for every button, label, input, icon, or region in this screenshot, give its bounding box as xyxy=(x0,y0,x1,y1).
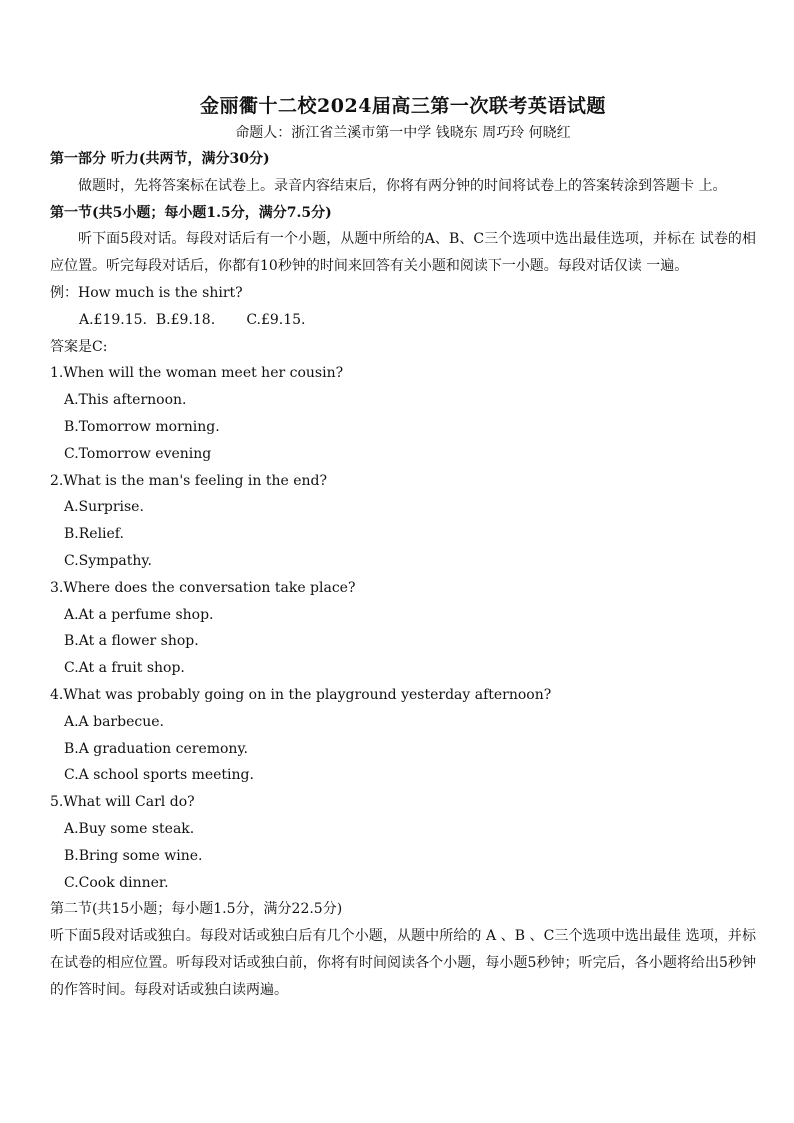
option-a: A.Surprise. xyxy=(64,499,144,516)
part1-heading: 第一部分 听力(共两节，满分30分) xyxy=(50,151,270,167)
example-question: 例：How much is the shirt? xyxy=(50,284,243,301)
exam-title: 金丽衢十二校2024届高三第一次联考英语试题 xyxy=(200,95,606,117)
question-1 xyxy=(50,360,756,467)
option-a: A.This afternoon. xyxy=(64,392,187,409)
option-c: C.At a fruit shop. xyxy=(64,660,185,677)
option-b: B.At a flower shop. xyxy=(64,633,199,650)
option-b: B.Bring some wine. xyxy=(64,847,203,864)
option-a: A.At a perfume shop. xyxy=(64,606,214,623)
section1-heading: 第一节(共5小题；每小题1.5分，满分7.5分) xyxy=(50,204,332,221)
question-5 xyxy=(50,789,756,896)
example-options: A.£19.15. B.£9.18. C.£9.15. xyxy=(79,311,306,328)
question-text: 1.When will the woman meet her cousin? xyxy=(50,365,344,382)
question-text: 3.Where does the conversation take place? xyxy=(50,579,356,596)
option-b: B.Relief. xyxy=(64,526,124,543)
option-c: C.Sympathy. xyxy=(64,552,152,569)
option-a: A.Buy some steak. xyxy=(64,820,195,837)
exam-authors: 命题人：浙江省兰溪市第一中学 钱晓东 周巧玲 何晓红 xyxy=(235,125,571,141)
question-text: 2.What is the man's feeling in the end? xyxy=(50,472,328,489)
question-2 xyxy=(50,468,756,575)
option-c: C.A school sports meeting. xyxy=(64,767,254,784)
section2-heading: 第二节(共15小题；每小题1.5分，满分22.5分) xyxy=(50,901,343,918)
option-c: C.Cook dinner. xyxy=(64,874,169,891)
question-text: 5.What will Carl do? xyxy=(50,794,195,811)
part1-intro: 做题时，先将答案标在试卷上。录音内容结束后，你将有两分钟的时间将试卷上的答案转涂到答题卡 上。 xyxy=(78,177,727,194)
section1-instructions: 听下面5段对话。每段对话后有一个小题，从题中所给的A、B、C三个选项中选出最佳选项，并标在 试卷的相应位置。听完每段对话后，你都有10秒钟的时间来回答有关小题和阅读下一小题。每段对话仅读 一遍。 xyxy=(50,231,756,275)
exam-page xyxy=(50,92,756,1004)
question-4 xyxy=(50,682,756,789)
option-b: B.Tomorrow morning. xyxy=(64,418,220,435)
example-answer: 答案是C: xyxy=(50,338,108,355)
question-text: 4.What was probably going on in the playground yesterday afternoon? xyxy=(50,686,552,703)
option-a: A.A barbecue. xyxy=(64,713,164,730)
section2-instructions: 听下面5段对话或独白。每段对话或独白后有几个小题，从题中所给的 A 、B 、C三个选项中选出最佳 选项，并标在试卷的相应位置。听每段对话或独白前，你将有时间阅读各个小题，每小题5秒钟；听完后，各小题将给出5秒钟的作答时间。每段对话或独白读两遍。 xyxy=(50,928,756,998)
question-3 xyxy=(50,575,756,682)
option-c: C.Tomorrow evening xyxy=(64,445,212,462)
option-b: B.A graduation ceremony. xyxy=(64,740,248,757)
